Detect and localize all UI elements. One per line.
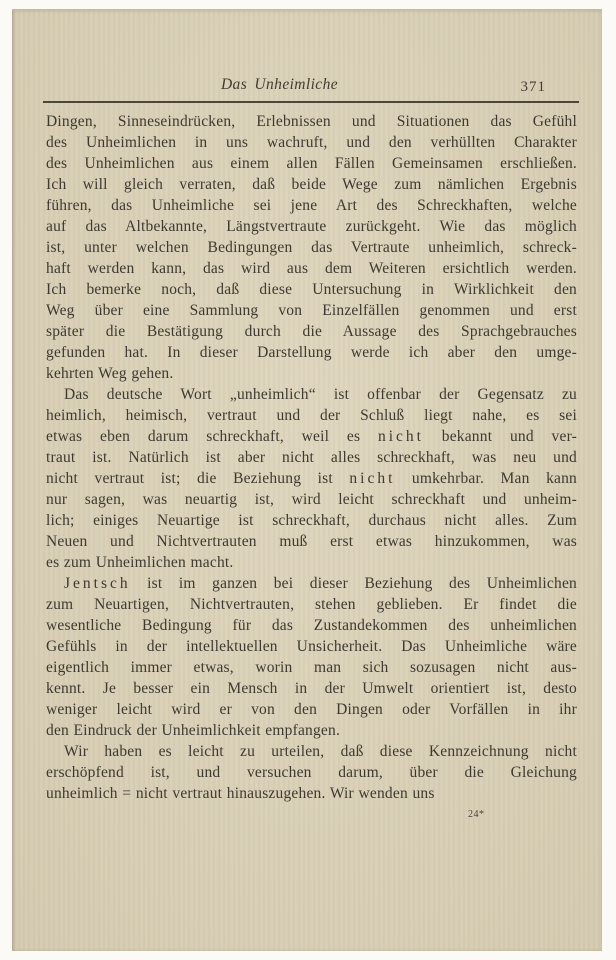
text-segment: wesentliche Bedingung für das Zustandekommen des unheimlichen (46, 617, 577, 634)
text-segment: Dingen, Sinneseindrücken, Erlebnissen und Situationen das Gefühl (46, 113, 577, 130)
text-line (46, 111, 577, 132)
text-segment: Neuen und Nichtvertrauten muß erst etwas hinzukommen, was (46, 533, 577, 550)
text-line (46, 531, 577, 552)
text-segment: haft werden kann, das wird aus dem Weiteren ersichtlich werden. (46, 260, 577, 277)
header-rule (43, 101, 579, 103)
text-segment: unheimlich = nicht vertraut hinauszugehen. Wir wenden uns (46, 785, 435, 802)
text-segment: Gefühls in der intellektuellen Unsicherheit. Das Unheimliche wäre (46, 638, 577, 655)
text-line (46, 615, 577, 636)
text-line (46, 657, 577, 678)
text-line (46, 279, 577, 300)
text-segment: nicht vertraut ist; die Beziehung ist (46, 470, 350, 487)
text-segment: lich; einiges Neuartige ist schreckhaft, durchaus nicht alles. Zum (46, 512, 577, 529)
emphasized-word: nicht (349, 470, 396, 487)
text-line (46, 699, 577, 720)
text-segment: zum Neuartigen, Nichtvertrauten, stehen geblieben. Er findet die (46, 596, 577, 613)
text-line (46, 300, 577, 321)
text-line (46, 342, 577, 363)
paragraph (46, 573, 577, 741)
text-segment: weniger leicht wird er von den Dingen oder Vorfällen in ihr (46, 701, 577, 718)
text-line (46, 384, 577, 405)
text-segment: des Unheimlichen in uns wachruft, und den verhüllten Charakter (46, 134, 577, 151)
text-segment: bekannt und ver- (423, 428, 578, 445)
text-line (46, 552, 577, 573)
text-line (46, 216, 577, 237)
page-number: 371 (520, 79, 546, 95)
text-segment: es zum Unheimlichen macht. (46, 554, 234, 571)
text-line (46, 195, 577, 216)
text-segment: kehrten Weg gehen. (46, 365, 174, 382)
text-block (46, 111, 577, 804)
text-segment: gefunden hat. In dieser Darstellung werde ich aber den umge- (46, 344, 577, 361)
signature-mark: 24* (468, 809, 485, 820)
text-line (46, 132, 577, 153)
emphasized-word: Jentsch (64, 575, 131, 592)
text-segment: Ich bemerke noch, daß diese Untersuchung in Wirklichkeit den (46, 281, 577, 298)
text-line (46, 762, 577, 783)
running-title: Das Unheimliche (220, 76, 339, 93)
text-segment: führen, das Unheimliche sei jene Art des Schreckhaften, welche (46, 197, 577, 214)
text-segment: ist im ganzen bei dieser Beziehung des Unheimlichen (130, 575, 577, 592)
text-line (46, 237, 577, 258)
text-line (46, 363, 577, 384)
text-line (46, 783, 577, 804)
text-segment: nur sagen, was neuartig ist, wird leicht schreckhaft und unheim- (46, 491, 577, 508)
text-line (46, 510, 577, 531)
text-line (46, 405, 577, 426)
emphasized-word: nicht (377, 428, 424, 445)
text-segment: eigentlich immer etwas, worin man sich sozusagen nicht aus- (46, 659, 577, 676)
text-segment: Weg über eine Sammlung von Einzelfällen genommen und erst (46, 302, 577, 319)
text-line (46, 678, 577, 699)
text-segment: später die Bestätigung durch die Aussage des Sprachgebrauches (46, 323, 577, 340)
text-line (46, 636, 577, 657)
paragraph (46, 384, 577, 573)
text-line (46, 258, 577, 279)
text-line (46, 573, 577, 594)
text-line (46, 321, 577, 342)
text-line (46, 447, 577, 468)
text-line (46, 594, 577, 615)
text-segment: ist, unter welchen Bedingungen das Vertraute unheimlich, schreck- (46, 239, 577, 256)
text-segment: Wir haben es leicht zu urteilen, daß diese Kennzeichnung nicht (64, 743, 577, 760)
text-segment: erschöpfend ist, und versuchen darum, über die Gleichung (46, 764, 577, 781)
text-line (46, 174, 577, 195)
book-page (12, 9, 602, 951)
text-line (46, 468, 577, 489)
paragraph (46, 741, 577, 804)
text-segment: umkehrbar. Man kann (395, 470, 578, 487)
text-segment: Ich will gleich verraten, daß beide Wege zum nämlichen Ergebnis (46, 176, 577, 193)
text-segment: traut ist. Natürlich ist aber nicht alles schreckhaft, was neu und (46, 449, 577, 466)
text-line (46, 489, 577, 510)
text-segment: etwas eben darum schreckhaft, weil es (46, 428, 378, 445)
text-segment: auf das Altbekannte, Längstvertraute zurückgeht. Wie das möglich (46, 218, 577, 235)
text-segment: des Unheimlichen aus einem allen Fällen Gemeinsamen erschließen. (46, 155, 577, 172)
text-line (46, 153, 577, 174)
text-line (46, 741, 577, 762)
text-segment: kennt. Je besser ein Mensch in der Umwelt orientiert ist, desto (46, 680, 577, 697)
text-line (46, 720, 577, 741)
paragraph (46, 111, 577, 384)
text-segment: Das deutsche Wort „unheimlich“ ist offenbar der Gegensatz zu (64, 386, 577, 403)
text-segment: heimlich, heimisch, vertraut und der Schluß liegt nahe, es sei (46, 407, 577, 424)
text-segment: den Eindruck der Unheimlichkeit empfangen. (46, 722, 341, 739)
text-line (46, 426, 577, 447)
